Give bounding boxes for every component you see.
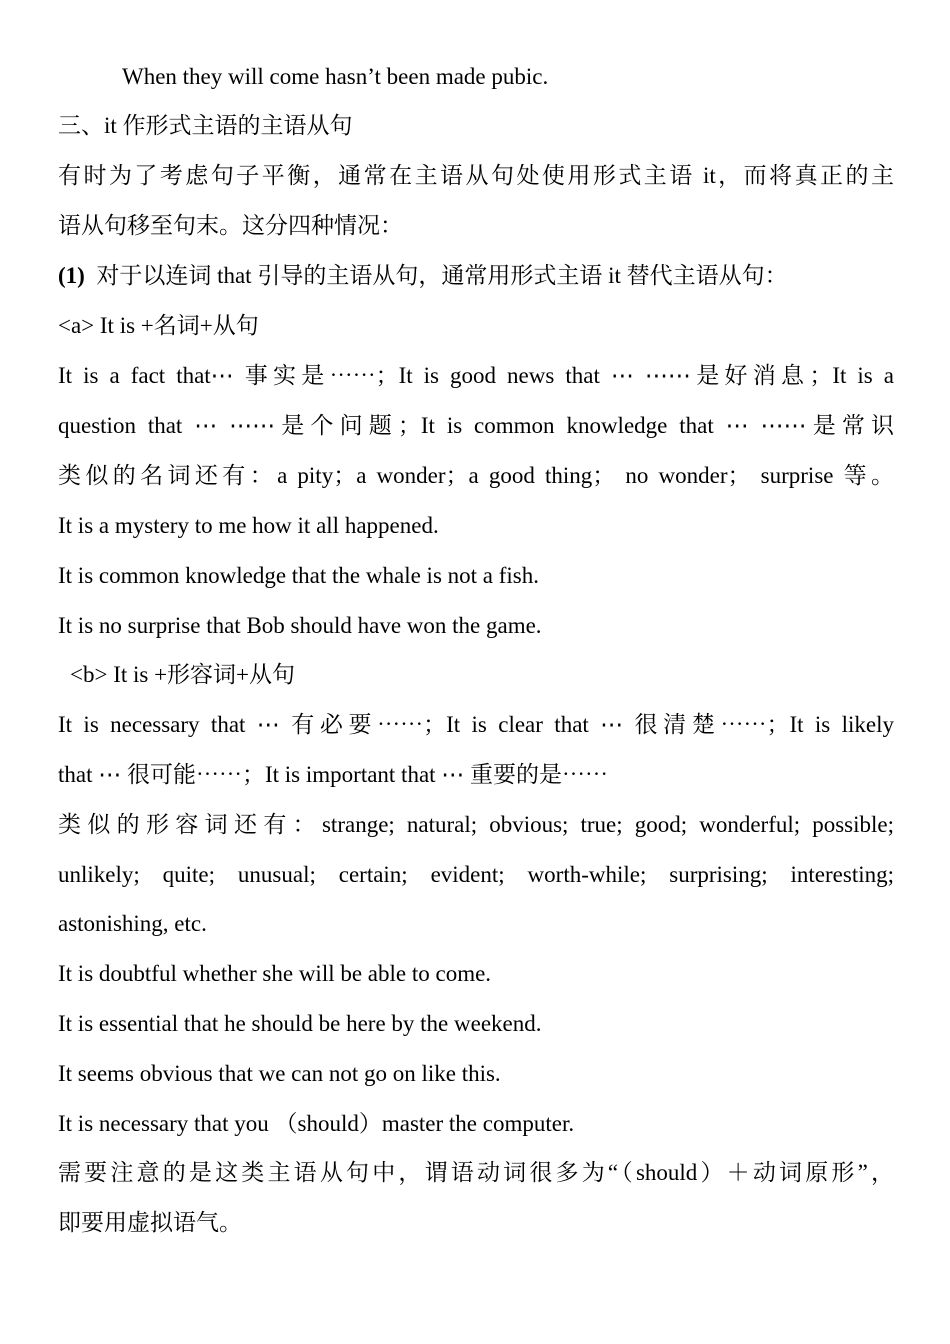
paragraph-line: question that ⋯ ⋯⋯是个问题；It is common knowledge that ⋯ ⋯⋯是常识	[58, 413, 894, 438]
case-number: (1)	[58, 263, 85, 288]
example-sentence: It is common knowledge that the whale is not a fish.	[58, 563, 539, 588]
example-sentence: It is necessary that you （should）master the computer.	[58, 1111, 575, 1136]
example-sentence: It is essential that he should be here by the weekend.	[58, 1011, 542, 1036]
paragraph-line: 即要用虚拟语气。	[58, 1210, 242, 1235]
paragraph-line: 类似的名词还有：a pity；a wonder；a good thing； no wonder； surprise 等。	[58, 463, 894, 488]
example-sentence: It is no surprise that Bob should have won the game.	[58, 613, 542, 638]
paragraph-line: 需要注意的是这类主语从句中，谓语动词很多为“（should）＋动词原形”，	[58, 1160, 894, 1185]
paragraph-line: astonishing, etc.	[58, 911, 207, 936]
paragraph-line: It is a fact that⋯ 事实是⋯⋯；It is good news that ⋯ ⋯⋯是好消息；It is a	[58, 363, 894, 388]
section-heading: 三、it 作形式主语的主语从句	[58, 113, 353, 138]
example-sentence: When they will come hasn’t been made pubic.	[122, 64, 549, 89]
paragraph-line: It is necessary that ⋯ 有必要⋯⋯；It is clear that ⋯ 很清楚⋯⋯；It is likely	[58, 712, 894, 737]
example-sentence: It seems obvious that we can not go on like this.	[58, 1061, 501, 1086]
paragraph-line: 有时为了考虑句子平衡，通常在主语从句处使用形式主语 it，而将真正的主	[58, 163, 894, 188]
example-sentence: It is doubtful whether she will be able to come.	[58, 961, 492, 986]
paragraph-line: that ⋯ 很可能⋯⋯；It is important that ⋯ 重要的是⋯⋯	[58, 762, 609, 787]
paragraph-line: 类似的形容词还有：strange; natural; obvious; true; good; wonderful; possible;	[58, 812, 894, 837]
paragraph-line: 语从句移至句末。这分四种情况：	[58, 213, 403, 238]
paragraph-line: unlikely; quite; unusual; certain; evident; worth-while; surprising; interesting;	[58, 862, 894, 887]
case-heading	[58, 261, 894, 291]
sub-heading: <b> It is +形容词+从句	[70, 662, 296, 687]
case-heading-text: 对于以连词 that 引导的主语从句，通常用形式主语 it 替代主语从句：	[96, 263, 788, 288]
example-sentence: It is a mystery to me how it all happened.	[58, 513, 439, 538]
sub-heading: <a> It is +名词+从句	[58, 313, 259, 338]
